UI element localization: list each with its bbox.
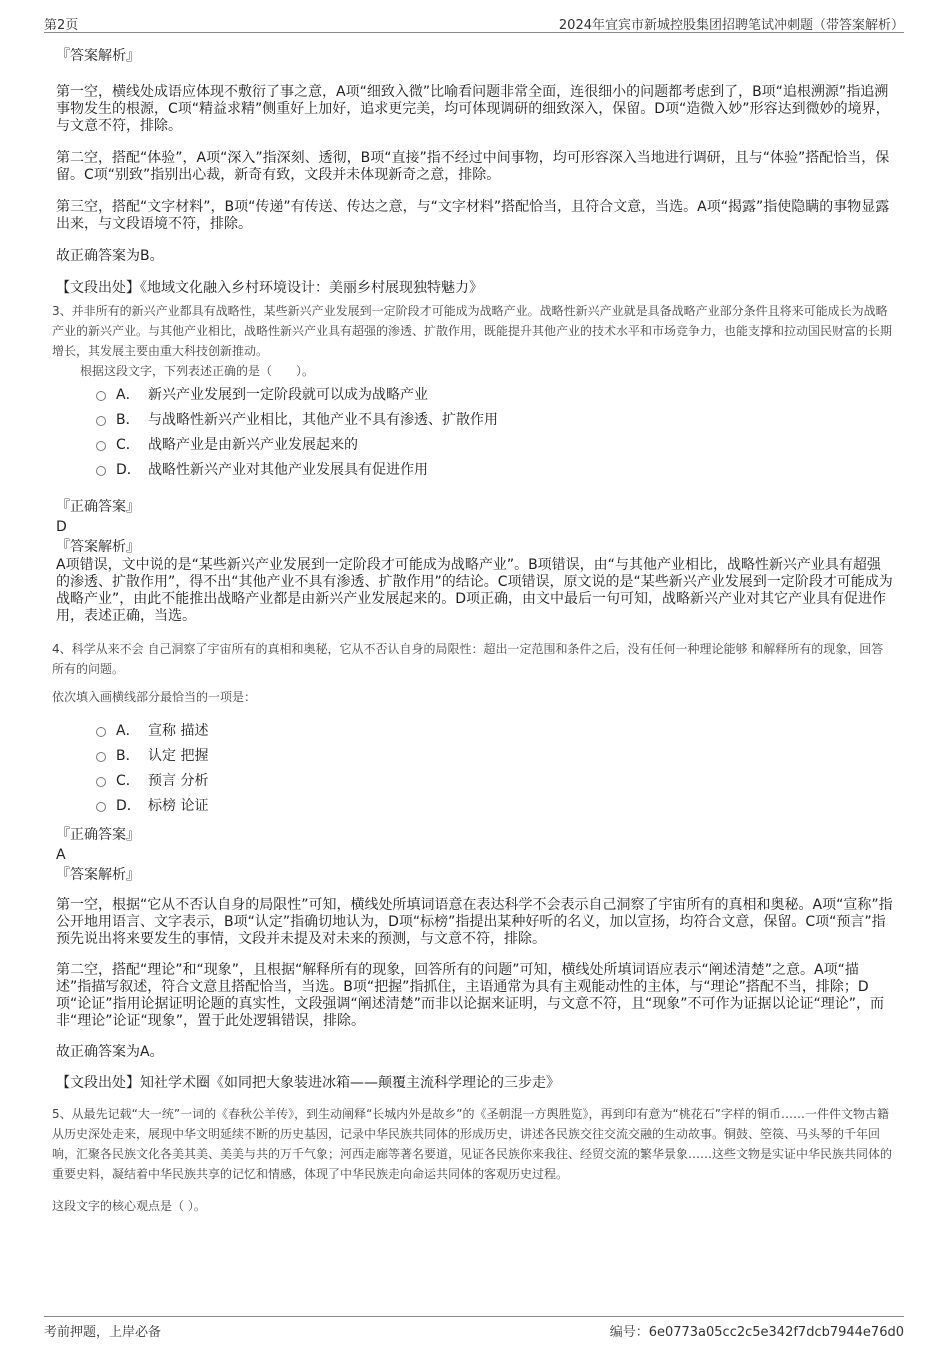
q3-option-c[interactable]: C． 战略产业是由新兴产业发展起来的: [96, 433, 894, 458]
radio-icon[interactable]: [96, 777, 106, 787]
q4-options: [56, 719, 894, 819]
q4-analysis-heading: 『答案解析』: [56, 867, 140, 883]
q4-conclusion: 故正确答案为A。: [56, 1044, 164, 1060]
radio-icon[interactable]: [96, 416, 106, 426]
q4-option-d[interactable]: D． 标榜 论证: [96, 794, 894, 819]
q3-answer: D: [56, 519, 67, 535]
radio-icon[interactable]: [96, 391, 106, 401]
q2-analysis-p1: 第一空，横线处成语应体现不敷衍了事之意，A项“细致入微”比喻看问题非常全面，连很细小的问题都考虑到了，B项“追根溯源”指追溯事物发生的根源，C项“精益求精”侧重好上加好，追求更完美，均可体现调研的细致深入，保留。D项“造微入妙”形容达到微妙的境界，与文意不符，排除。: [56, 84, 890, 134]
page-number: 第2页: [44, 18, 79, 33]
radio-icon[interactable]: [96, 441, 106, 451]
radio-icon[interactable]: [96, 752, 106, 762]
q2-conclusion: 故正确答案为B。: [56, 248, 164, 264]
q3-analysis-heading: 『答案解析』: [56, 539, 140, 555]
q3-option-a[interactable]: A． 新兴产业发展到一定阶段就可以成为战略产业: [96, 383, 894, 408]
q4-option-a[interactable]: A． 宣称 描述: [96, 719, 894, 744]
q2-analysis-p3: 第三空，搭配“文字材料”，B项“传递”有传送、传达之意，与“文字材料”搭配恰当，且符合文意，当选。A项“揭露”指使隐瞒的事物显露出来，与文段语境不符，排除。: [56, 199, 890, 232]
q4-source: 【文段出处】知社学术圈《如同把大象装进冰箱——颠覆主流科学理论的三步走》: [56, 1075, 560, 1091]
q2-analysis-heading: 『答案解析』: [56, 48, 140, 64]
radio-icon[interactable]: [96, 466, 106, 476]
q3-options: [56, 383, 894, 483]
document-title: 2024年宜宾市新城控股集团招聘笔试冲刺题（带答案解析）: [558, 18, 904, 33]
q3-option-d[interactable]: D． 战略性新兴产业对其他产业发展具有促进作用: [96, 458, 894, 483]
q4-answer-heading: 『正确答案』: [56, 827, 140, 843]
q4-answer: A: [56, 847, 66, 863]
document-id: 编号：6e0773a05cc2c5e342f7dcb7944e76d0: [609, 1325, 904, 1340]
page-header: [44, 12, 904, 33]
q2-analysis-p2: 第二空，搭配“体验”，A项“深入”指深刻、透彻，B项“直接”指不经过中间事物，均可形容深入当地进行调研，且与“体验”搭配恰当，保留。C项“别致”指别出心裁，新奇有致，文段并未体现新奇之意，排除。: [56, 150, 890, 183]
page-footer: [44, 1316, 904, 1340]
q4-analysis-p1: 第一空，根据“它从不否认自身的局限性”可知，横线处所填词语意在表达科学不会表示自己洞察了宇宙所有的真相和奥秘。A项“宣称”指公开地用语言、文字表示，B项“认定”指确切地认为，D项“标榜”指提出某种好听的名义，加以宣扬，均符合文意，保留。C项“预言”指预先说出将来要发生的事情，文段并未提及对未来的预测，与文意不符，排除。: [56, 897, 893, 947]
q4-analysis-p2: 第二空，搭配“理论”和“现象”，且根据“解释所有的现象，回答所有的问题”可知，横线处所填词语应表示“阐述清楚”之意。A项“描述”指描写叙述，符合文意且搭配恰当，当选。B项“把握”指抓住，主语通常为具有主观能动性的主体，与“理论”搭配不当，排除；D项“论证”指用论据证明论题的真实性，文段强调“阐述清楚”而非以论据来证明，与文意不符，且“现象”不可作为证据以论证“理论”，而非“理论”论证“现象”，置于此处逻辑错误，排除。: [56, 962, 885, 1029]
q3-analysis: A项错误，文中说的是“某些新兴产业发展到一定阶段才可能成为战略产业”。B项错误，由“与其他产业相比，战略性新兴产业具有超强的渗透、扩散作用”，得不出“其他产业不具有渗透、扩散作用”的结论。C项错误，原文说的是“某些新兴产业发展到一定阶段才可能成为战略产业”，由此不能推出战略产业都是由新兴产业发展起来的。D项正确，由文中最后一句可知，战略新兴产业对其它产业具有促进作用，表述正确，当选。: [56, 557, 893, 624]
q4-option-b[interactable]: B． 认定 把握: [96, 744, 894, 769]
q2-source: 【文段出处】《地域文化融入乡村环境设计：美丽乡村展现独特魅力》: [56, 280, 483, 296]
q3-answer-heading: 『正确答案』: [56, 499, 140, 515]
page-content: [52, 42, 894, 1216]
footer-slogan: 考前押题，上岸必备: [44, 1325, 162, 1340]
q5-stem: 5、从最先记载“大一统”一词的《春秋公羊传》，到生动阐释“长城内外是故乡”的《圣朝混一方舆胜览》，再到印有意为“桃花石”字样的铜币……一件件文物古籍从历史深处走来，展现中华文明延续不断的历史基因，记录中华民族共同体的形成历史，讲述各民族交往交流交融的生动故事。铜鼓、箜篌、马头琴的千年回响，汇聚各民族文化各美其美、美美与共的万千气象；河西走廊等著名要道，见证各民族你来我往、经贸交流的繁华景象……这些文物是实证中华民族共同体的重要史料，凝结着中华民族共享的记忆和情感，体现了中华民族走向命运共同体的客观历史过程。: [52, 1107, 893, 1181]
q3-option-b[interactable]: B． 与战略性新兴产业相比，其他产业不具有渗透、扩散作用: [96, 408, 894, 433]
q4-prompt: 依次填入画横线部分最恰当的一项是：: [52, 690, 257, 704]
q4-stem: 4、科学从来不会 自己洞察了宇宙所有的真相和奥秘，它从不否认自身的局限性：超出一定范围和条件之后，没有任何一种理论能够 和解释所有的现象，回答所有的问题。: [52, 642, 884, 676]
q3-stem: 3、并非所有的新兴产业都具有战略性，某些新兴产业发展到一定阶段才可能成为战略产业。战略性新兴产业就是具备战略产业部分条件且将来可能成长为战略产业的新兴产业。与其他产业相比，战略性新兴产业具有超强的渗透、扩散作用，既能提升其他产业的技术水平和市场竞争力，也能支撑和拉动国民财富的长期增长，其发展主要由重大科技创新推动。: [52, 304, 893, 358]
q5-prompt: 这段文字的核心观点是（ ）。: [52, 1199, 206, 1213]
q3-prompt: 根据这段文字，下列表述正确的是（ ）。: [80, 364, 315, 378]
q4-option-c[interactable]: C． 预言 分析: [96, 769, 894, 794]
radio-icon[interactable]: [96, 802, 106, 812]
radio-icon[interactable]: [96, 727, 106, 737]
